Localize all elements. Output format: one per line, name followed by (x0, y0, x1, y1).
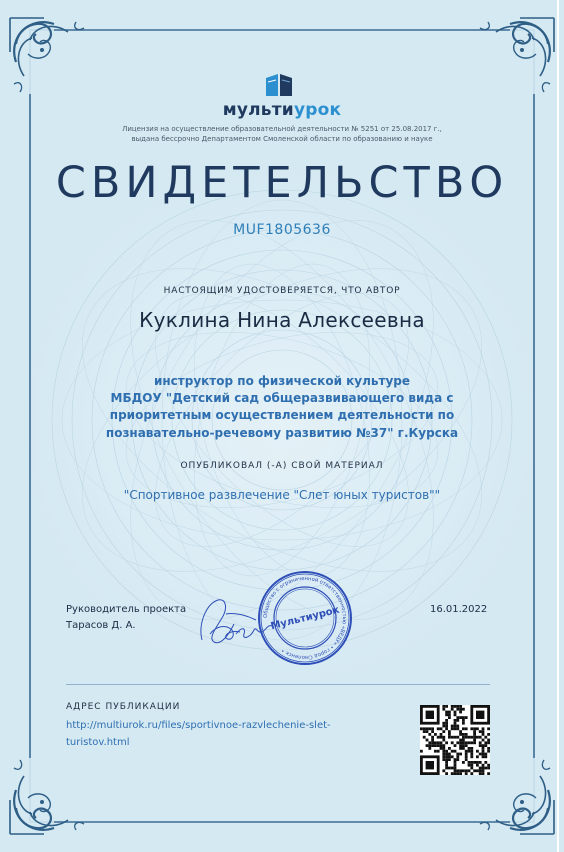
issue-date: 16.01.2022 (430, 604, 488, 615)
license-line-2: выдана бессрочно Департаментом Смоленской области по образованию и науке (131, 135, 433, 143)
stamp-ring-text: Общество с ограниченной ответственностью «ВЕДУ» • город Смоленск • (262, 575, 348, 661)
license-line-1: Лицензия на осуществление образовательной деятельности № 5251 от 25.08.2017 г., (122, 125, 442, 133)
position-line: приоритетным осуществлением деятельности по (109, 408, 455, 422)
certificate-title: СВИДЕТЕЛЬСТВО (55, 158, 509, 208)
section-divider (66, 684, 490, 685)
publication-url-line-1[interactable]: http://multiurok.ru/files/sportivnoe-razvlechenie-slet- (66, 720, 331, 731)
stamp-seal-icon (255, 570, 355, 666)
certify-text: НАСТОЯЩИМ УДОСТОВЕРЯЕТСЯ, ЧТО АВТОР (163, 286, 401, 296)
position-line: познавательно-речевому развитию №37" г.Курска (105, 426, 459, 440)
material-title: "Спортивное развлечение "Слет юных туристов"" (123, 488, 441, 502)
logo-part-1: мульти (222, 100, 294, 120)
logo-part-2: урок (293, 100, 342, 120)
stamp-center-text: Мультиурок (269, 604, 341, 633)
publication-url-line-2[interactable]: turistov.html (66, 737, 130, 748)
qr-code-icon[interactable] (420, 705, 490, 775)
position-line: МБДОУ "Детский сад общеразвивающего вида с (110, 391, 454, 405)
leader-name: Тарасов Д. А. (66, 620, 136, 631)
certificate-id: MUF1805636 (233, 222, 331, 238)
book-icon (264, 72, 294, 98)
published-text: ОПУБЛИКОВАЛ (-А) СВОЙ МАТЕРИАЛ (180, 461, 384, 471)
position-line: инструктор по физической культуре (153, 374, 410, 388)
author-name: Куклина Нина Алексеевна (139, 308, 425, 332)
publication-address-label: АДРЕС ПУБЛИКАЦИИ (66, 702, 181, 712)
leader-role: Руководитель проекта (66, 604, 187, 615)
logo-wordmark (0, 100, 564, 120)
